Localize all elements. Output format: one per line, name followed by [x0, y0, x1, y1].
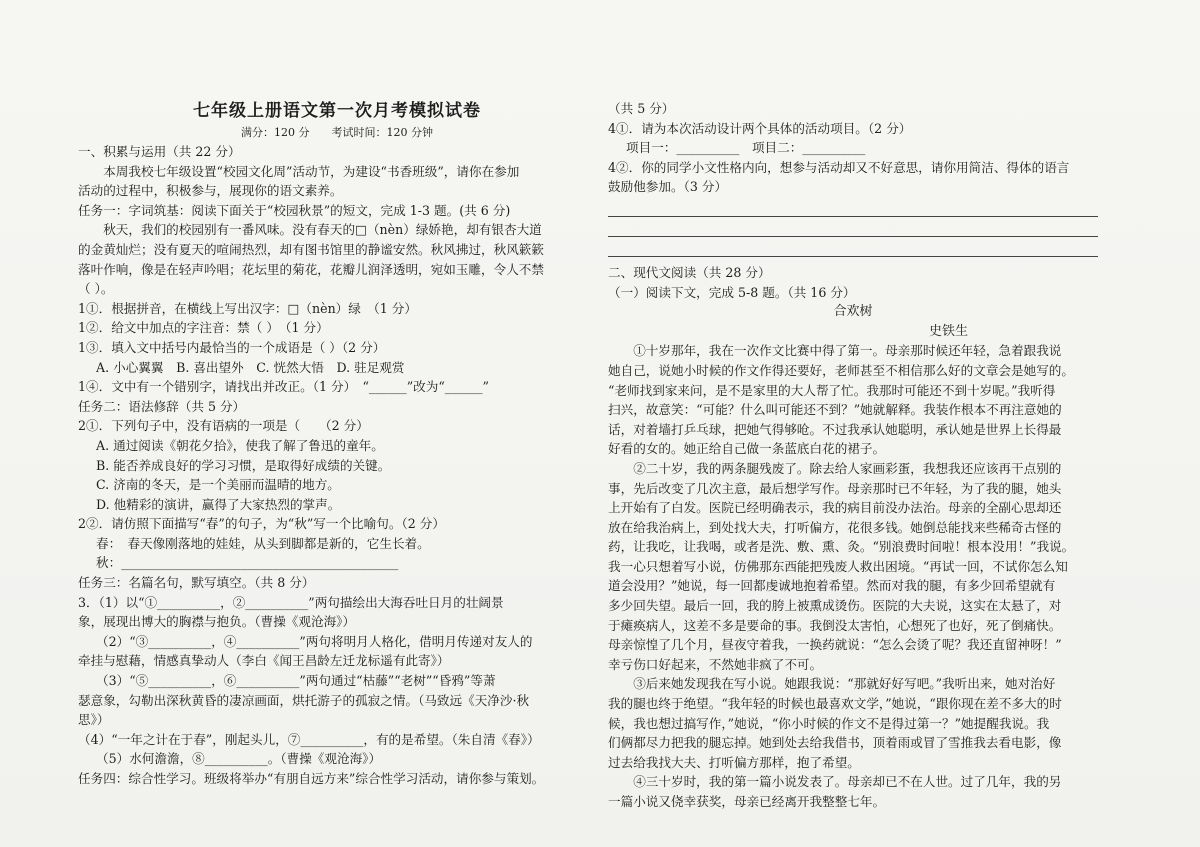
section-modern-reading: 二、现代文阅读（共 28 分） [608, 264, 771, 280]
left-text-line: 的金黄灿烂；没有夏天的喧闹热烈，却有图书馆里的静谧安然。秋风拂过，秋风簌簌 [78, 241, 544, 257]
left-text-line: 本周我校七年级设置“校园文化周”活动节，为建设“书香班级”，请你在参加 [103, 163, 520, 179]
answer-line-3[interactable] [608, 244, 1098, 257]
exam-meta: 满分：120 分 考试时间：120 分钟 [241, 126, 433, 139]
left-text-line: 一、积累与运用（共 22 分） [78, 144, 241, 159]
answer-line-2[interactable] [608, 224, 1098, 237]
essay-text-line: 过去给我找大夫、打听偏方那样，抱了希望。 [608, 754, 860, 770]
essay-text-line: 候，我也想过搞写作，”她说，“你小时候的作文不是得过第一？”她提醒我说。我 [608, 715, 1050, 731]
left-text-line: 春： 春天像刚落地的娃娃，从头到脚都是新的，它生长着。 [96, 535, 430, 551]
left-text-line: A. 小心翼翼 B. 喜出望外 C. 恍然大悟 D. 驻足观赏 [96, 359, 405, 375]
left-text-line: 1③．填入文中括号内最恰当的一个成语是（ ）（2 分） [78, 339, 386, 355]
essay-title: 合欢树 [833, 304, 873, 320]
left-text-line: 1①．根据拼音，在横线上写出汉字：□（nèn）绿 （1 分） [78, 300, 417, 316]
essay-text-line: 多少回失望。最后一回，我的胯上被熏成烫伤。医院的大夫说，这实在太悬了，对 [608, 598, 1062, 614]
left-text-line: 象，展现出博大的胸襟与抱负。（曹操《观沧海》） [78, 614, 356, 630]
essay-text-line: 扫兴，故意笑：“可能？什么叫可能还不到？”她就解释。我装作根本不再注意她的 [608, 402, 1062, 418]
essay-text-line: “老师找到家来问，是不是家里的大人帮了忙。我那时可能还不到十岁呢。”我听得 [608, 382, 1056, 398]
left-text-line: 1④．文中有一个错别字，请找出并改正。（1 分） “______”改为“______” [78, 379, 489, 395]
left-text-line: （3）“⑤__________，⑥__________”两句通过“枯藤”“老树”“昏鸦”等萧 [96, 673, 496, 689]
left-text-line: 任务一：字词筑基：阅读下面关于“校园秋景”的短文，完成 1-3 题。(共 6 分) [78, 202, 511, 218]
essay-text-line: 上开始有了白发。医院已经明确表示，我的病目前没办法治。母亲的全副心思却还 [608, 500, 1062, 516]
left-text-line: 3．（1）以“①__________，②__________”两句描绘出大海吞吐日月的壮阔景 [78, 594, 504, 610]
essay-text-line: 她自己，说她小时候的作文作得还要好，老师甚至不相信那么好的文章会是她写的。 [608, 362, 1074, 378]
left-text-line: 秋天，我们的校园别有一番风味。没有春天的□（nèn）绿娇艳，却有银杏大道 [103, 222, 542, 238]
essay-text-line: ①十岁那年，我在一次作文比赛中得了第一。母亲那时候还年轻，急着跟我说 [633, 343, 1062, 359]
essay-text-line: 放在给我治病上，到处找大夫，打听偏方，花很多钱。她倒总能找来些稀奇古怪的 [608, 519, 1062, 535]
essay-text-line: 我一心只想着写小说，仿佛那东西能把残废人救出困境。“再试一回，不试你怎么知 [608, 558, 1068, 574]
essay-text-line: 我的腿也终于绝望。“我年轻的时候也最喜欢文学，”她说，“跟你现在差不多大的时 [608, 696, 1062, 712]
left-text-line: 瑟意象，勾勒出深秋黄昏的凄凉画面，烘托游子的孤寂之情。（马致远《天净沙·秋 [78, 692, 530, 708]
left-text-line: 活动的过程中，积极参与，展现你的语文素养。 [78, 183, 343, 199]
right-top-line: 4②．你的同学小文性格内向，想参与活动却又不好意思，请你用简洁、得体的语言 [608, 159, 1070, 175]
essay-text-line: 于瘫痪病人，这差不多是要命的事。我倒没太害怕，心想死了也好，死了倒痛快。 [608, 617, 1062, 633]
left-text-line: 2①．下列句子中，没有语病的一项是（ （2 分） [78, 418, 369, 434]
essay-text-line: 药，让我吃，让我喝，或者是洗、敷、熏、灸。“别浪费时间啦！根本没用！”我说。 [608, 539, 1075, 555]
essay-author: 史铁生 [928, 323, 968, 339]
essay-text-line: 一篇小说又侥幸获奖，母亲已经离开我整整七年。 [608, 794, 886, 809]
left-text-line: 落叶作响，像是在轻声吟唱；花坛里的菊花，花瓣儿润泽透明，宛如玉雕，令人不禁 [78, 261, 544, 277]
left-text-line: 秋：____________________________________________ [96, 555, 399, 571]
right-top-line: 项目一：__________ 项目二：__________ [626, 140, 866, 156]
left-text-line: A. 通过阅读《朝花夕拾》，使我了解了鲁迅的童年。 [96, 437, 384, 453]
left-text-line: （ ）。 [78, 281, 114, 297]
left-text-line: 牵挂与慰藉，情感真挚动人（李白《闻王昌龄左迁龙标遥有此寄》） [78, 653, 450, 669]
essay-text-line: 话，对着墙打乒乓球，把她气得够呛。不过我承认她聪明，承认她是世界上长得最 [608, 421, 1062, 437]
left-text-line: 思》） [78, 712, 110, 728]
answer-line-1[interactable] [608, 204, 1098, 217]
essay-text-line: 事，先后改变了几次主意，最后想学写作。母亲那时已不年轻，为了我的腿，她头 [608, 480, 1062, 496]
left-text-line: 1②．给文中加点的字注音：禁（ ） （1 分） [78, 320, 329, 336]
right-top-line: （共 5 分） [608, 101, 675, 116]
left-text-line: （4）“一年之计在于春”，刚起头儿，⑦__________，有的是希望。（朱自清《春》） [78, 731, 540, 747]
left-text-line: C. 济南的冬天，是一个美丽而温晴的地方。 [96, 477, 340, 493]
left-text-line: 任务四：综合性学习。班级将举办“有朋自远方来”综合性学习活动，请你参与策划。 [78, 771, 545, 786]
essay-body [608, 341, 1098, 811]
left-text-line: （2）“③__________，④__________”两句将明月人格化，借明月传递对友人的 [96, 633, 533, 649]
right-top-line: 鼓励他参加。（3 分） [608, 179, 728, 195]
left-text-line: B. 能否养成良好的学习习惯，是取得好成绩的关键。 [96, 457, 391, 473]
essay-text-line: 们俩都尽力把我的腿忘掉。她到处去给我借书，顶着雨或冒了雪推我去看电影，像 [608, 735, 1062, 751]
essay-text-line: ②二十岁，我的两条腿残废了。除去给人家画彩蛋，我想我还应该再干点别的 [633, 460, 1062, 476]
left-column [78, 98, 596, 789]
right-top-line: 4①．请为本次活动设计两个具体的活动项目。（2 分） [608, 120, 912, 136]
left-text-line: 任务三：名篇名句，默写填空。（共 8 分） [78, 575, 315, 591]
right-top-lines [608, 99, 1098, 197]
essay-text-line: 母亲惊惶了几个月，昼夜守着我，一换药就说：“怎么会烫了呢？我还直留神呀！” [608, 637, 1062, 653]
left-text-line: 任务二：语法修辞（共 5 分） [78, 398, 246, 414]
left-lines [78, 142, 596, 789]
essay-text-line: ③后来她发现我在写小说。她跟我说：“那就好好写吧。”我听出来，她对治好 [633, 676, 1056, 692]
essay-text-line: 幸亏伤口好起来，不然她非疯了不可。 [608, 656, 823, 672]
subsection-reading-1: （一）阅读下文，完成 5-8 题。（共 16 分） [608, 284, 856, 300]
essay-text-line: 好看的女的。她正给自己做一条蓝底白花的裙子。 [608, 441, 886, 457]
left-text-line: （5）水何澹澹，⑧__________。（曹操《观沧海》） [96, 751, 382, 767]
left-text-line: 2②．请仿照下面描写“春”的句子，为“秋”写一个比喻句。（2 分） [78, 516, 445, 532]
essay-text-line: ④三十岁时，我的第一篇小说发表了。母亲却已不在人世。过了几年，我的另 [633, 774, 1062, 790]
right-column [608, 99, 1098, 812]
left-text-line: D. 他精彩的演讲，赢得了大家热烈的掌声。 [96, 496, 341, 512]
essay-text-line: 道会没用？”她说，每一回都虔诚地抱着希望。然而对我的腿，有多少回希望就有 [608, 578, 1056, 594]
exam-title: 七年级上册语文第一次月考模拟试卷 [193, 101, 481, 121]
